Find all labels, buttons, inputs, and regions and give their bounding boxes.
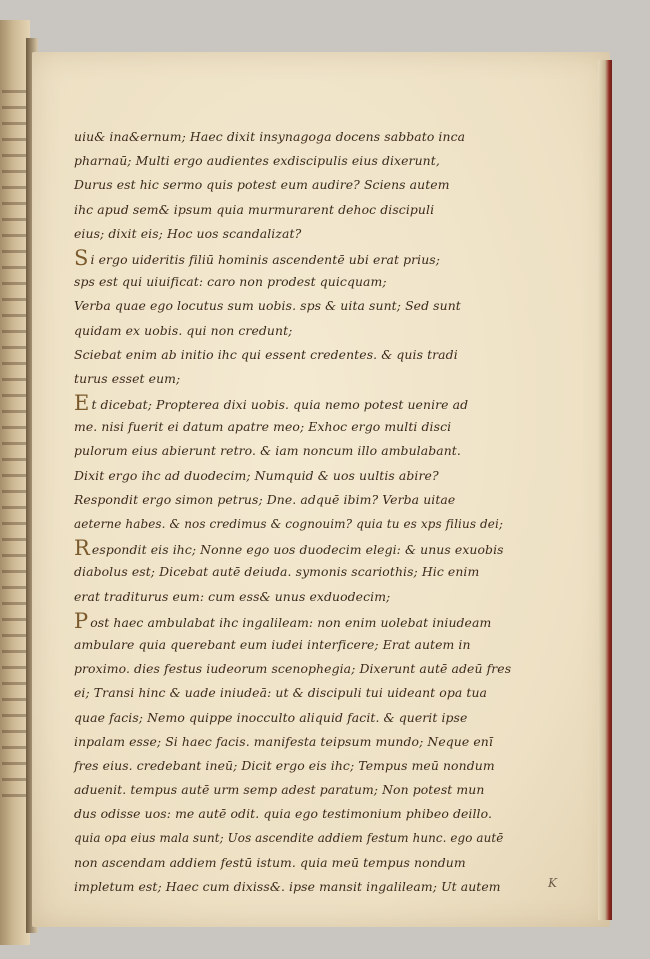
line-text: quia opa eius mala sunt; Uos ascendite addiem festum hunc. ego autē xyxy=(74,831,504,846)
facing-page-text-bleed xyxy=(2,90,26,810)
line-text: ei; Transi hinc & uade iniudeā: ut & discipuli tui uideant opa tua xyxy=(74,685,488,701)
line-text: Verba quae ego locutus sum uobis. sps & uita sunt; Sed sunt xyxy=(74,298,461,314)
manuscript-line xyxy=(74,222,512,246)
manuscript-line xyxy=(74,125,512,149)
manuscript-line xyxy=(74,681,512,705)
manuscript-line xyxy=(74,851,512,875)
line-text: impletum est; Haec cum dixiss&. ipse mansit ingalileam; Ut autem xyxy=(74,878,501,894)
line-text: quidam ex uobis. qui non credunt; xyxy=(74,322,293,338)
manuscript-line xyxy=(74,343,512,367)
line-text: me. nisi fuerit ei datum apatre meo; Exhoc ergo multi disci xyxy=(74,419,452,435)
line-text: ost haec ambulabat ihc ingalileam: non enim uolebat iniudeam xyxy=(90,614,492,630)
line-text: dus odisse uos: me autē odit. quia ego testimonium phibeo deillo. xyxy=(74,806,492,822)
line-text: aduenit. tempus autē urm semp adest paratum; Non potest mun xyxy=(74,782,485,798)
line-text: pharnaū; Multi ergo audientes exdiscipulis eius dixerunt, xyxy=(74,153,440,169)
line-text: fres eius. credebant ineū; Dicit ergo eis ihc; Tempus meū nondum xyxy=(74,757,495,773)
manuscript-line xyxy=(74,609,512,633)
manuscript-line xyxy=(74,730,512,754)
line-text: inpalam esse; Si haec facis. manifesta teipsum mundo; Neque enī xyxy=(74,733,493,749)
decorated-initial: R xyxy=(74,536,90,561)
manuscript-line xyxy=(74,633,512,657)
manuscript-line xyxy=(74,270,512,294)
manuscript-line xyxy=(74,488,512,512)
decorated-initial: S xyxy=(74,245,89,270)
manuscript-line xyxy=(74,149,512,173)
manuscript-line xyxy=(74,294,512,318)
manuscript-line xyxy=(74,198,512,222)
line-text: turus esset eum; xyxy=(74,370,181,386)
line-text: sps est qui uiuificat: caro non prodest quicquam; xyxy=(74,274,387,290)
manuscript-line xyxy=(74,464,512,488)
manuscript-line xyxy=(74,319,512,343)
line-text: espondit eis ihc; Nonne ego uos duodecim elegi: & unus exuobis xyxy=(91,542,504,558)
line-text: erat traditurus eum: cum ess& unus exduodecim; xyxy=(74,588,391,604)
manuscript-line xyxy=(74,415,512,439)
manuscript-line xyxy=(74,657,512,681)
manuscript-line xyxy=(74,706,512,730)
line-text: aeterne habes. & nos credimus & cognouim? quia tu es xps filius dei; xyxy=(74,517,504,531)
line-text: Dixit ergo ihc ad duodecim; Numquid & uos uultis abire? xyxy=(74,467,439,483)
line-text: ambulare quia querebant eum iudei interficere; Erat autem in xyxy=(74,636,471,652)
line-text: quae facis; Nemo quippe inocculto aliquid facit. & querit ipse xyxy=(74,709,468,725)
manuscript-line xyxy=(74,875,512,899)
decorated-initial: P xyxy=(74,608,89,633)
manuscript-text-block xyxy=(74,125,512,899)
line-text: diabolus est; Dicebat autē deiuda. symonis scariothis; Hic enim xyxy=(74,564,480,580)
line-text: pulorum eius abierunt retro. & iam noncum illo ambulabant. xyxy=(74,443,461,459)
manuscript-line xyxy=(74,802,512,826)
line-text: proximo. dies festus iudeorum scenophegia; Dixerunt autē adeū fres xyxy=(74,661,512,677)
manuscript-line xyxy=(74,754,512,778)
line-text: ihc apud sem& ipsum quia murmurarent dehoc discipuli xyxy=(74,201,435,217)
manuscript-line xyxy=(74,391,512,415)
folio-mark: K xyxy=(548,876,557,890)
line-text: Sciebat enim ab initio ihc qui essent credentes. & quis tradi xyxy=(74,346,458,362)
manuscript-line xyxy=(74,585,512,609)
line-text: i ergo uideritis filiū hominis ascendentē ubi erat prius; xyxy=(90,251,441,267)
manuscript-line xyxy=(74,778,512,802)
decorated-initial: E xyxy=(74,391,90,416)
line-text: t dicebat; Propterea dixi uobis. quia nemo potest uenire ad xyxy=(91,397,469,413)
manuscript-line xyxy=(74,536,512,560)
manuscript-line xyxy=(74,439,512,463)
line-text: uiu& ina&ernum; Haec dixit insynagoga docens sabbato inca xyxy=(74,129,466,144)
line-text: eius; dixit eis; Hoc uos scandalizat? xyxy=(74,225,302,241)
line-text: Respondit ergo simon petrus; Dne. adquē ibim? Verba uitae xyxy=(74,491,456,507)
manuscript-line xyxy=(74,826,512,850)
manuscript-line xyxy=(74,560,512,584)
line-text: non ascendam addiem festū istum. quia meū tempus nondum xyxy=(74,854,466,870)
manuscript-line xyxy=(74,246,512,270)
manuscript-line xyxy=(74,512,512,536)
manuscript-line xyxy=(74,367,512,391)
page-fore-edge xyxy=(598,60,612,920)
line-text: Durus est hic sermo quis potest eum audire? Sciens autem xyxy=(74,177,450,193)
manuscript-line xyxy=(74,173,512,197)
